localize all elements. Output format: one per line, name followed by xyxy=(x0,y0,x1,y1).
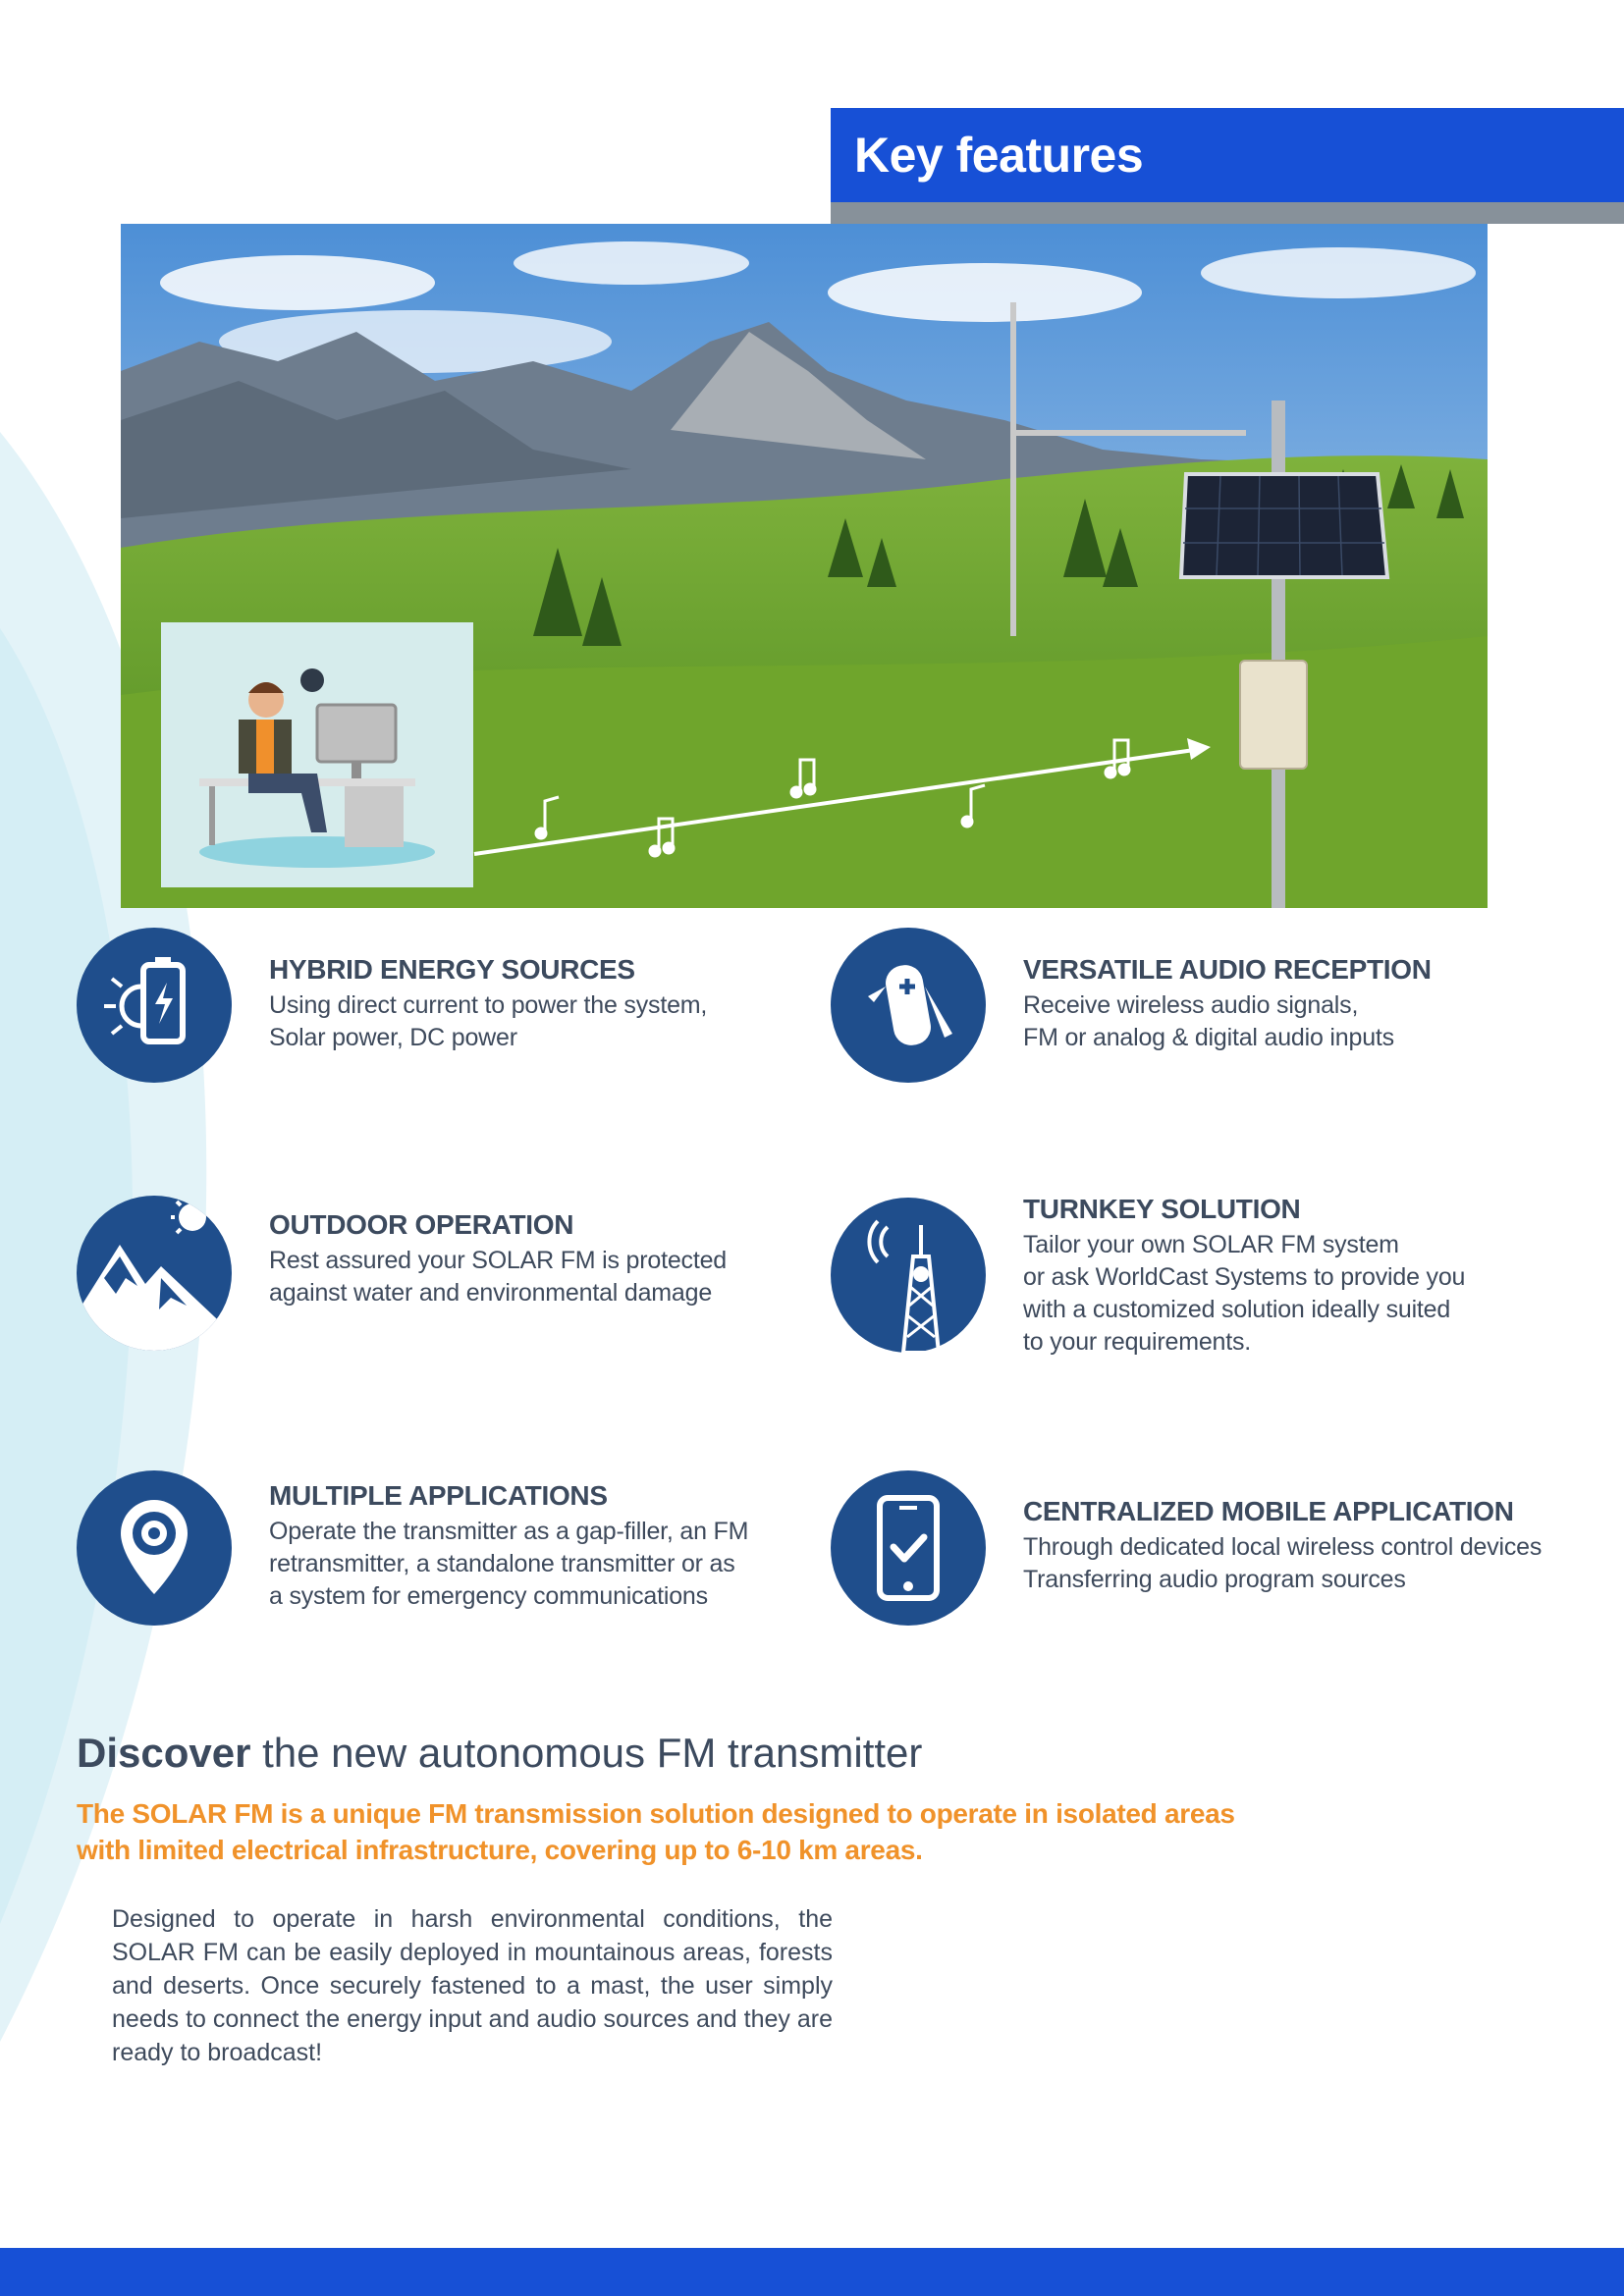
header-strip xyxy=(831,202,1624,224)
feature-line: Rest assured your SOLAR FM is protected xyxy=(269,1247,727,1274)
discover-heading-rest: the new autonomous FM transmitter xyxy=(250,1730,923,1776)
hero-image xyxy=(121,224,1488,908)
footer-bar xyxy=(0,2248,1624,2296)
feature-line: Operate the transmitter as a gap-filler, an FM xyxy=(269,1518,749,1545)
description-paragraph: Designed to operate in harsh environmental conditions, the SOLAR FM can be easily deployed in mountainous areas, forests and deserts. Once securely fastened to a mast, the user simply needs to connect the energy input and audio sources and they are ready to broadcast! xyxy=(112,1905,833,2066)
discover-heading-bold: Discover xyxy=(77,1730,251,1776)
discover-heading xyxy=(77,1730,922,1777)
feature-line: Solar power, DC power xyxy=(269,1024,517,1051)
feature-title-centralized-mobile-app: CENTRALIZED MOBILE APPLICATION xyxy=(1023,1496,1514,1526)
antenna-tower-icon xyxy=(831,1198,986,1353)
feature-line: or ask WorldCast Systems to provide you xyxy=(1023,1263,1466,1291)
feature-title-hybrid-energy: HYBRID ENERGY SOURCES xyxy=(269,954,635,985)
feature-line: Using direct current to power the system, xyxy=(269,991,708,1019)
multitool-knife-icon xyxy=(831,928,986,1083)
location-pin-icon xyxy=(77,1470,232,1626)
feature-title-multiple-applications: MULTIPLE APPLICATIONS xyxy=(269,1480,608,1511)
feature-title-turnkey-solution: TURNKEY SOLUTION xyxy=(1023,1194,1301,1224)
feature-line: FM or analog & digital audio inputs xyxy=(1023,1024,1394,1051)
feature-line: against water and environmental damage xyxy=(269,1279,713,1307)
feature-title-outdoor-operation: OUTDOOR OPERATION xyxy=(269,1209,574,1240)
feature-title-versatile-audio: VERSATILE AUDIO RECEPTION xyxy=(1023,954,1432,985)
feature-line: Through dedicated local wireless control devices xyxy=(1023,1533,1543,1561)
feature-line: with a customized solution ideally suited xyxy=(1023,1296,1451,1323)
battery-sun-icon xyxy=(77,928,232,1083)
page-title: Key features xyxy=(854,128,1144,183)
tagline-line: with limited electrical infrastructure, covering up to 6-10 km areas. xyxy=(77,1835,923,1865)
header-banner xyxy=(831,108,1624,202)
feature-line: Receive wireless audio signals, xyxy=(1023,991,1359,1019)
mountain-sun-icon xyxy=(77,1196,232,1351)
feature-line: to your requirements. xyxy=(1023,1328,1252,1356)
feature-line: Transferring audio program sources xyxy=(1023,1566,1406,1593)
feature-line: retransmitter, a standalone transmitter or as xyxy=(269,1550,735,1577)
tagline-line: The SOLAR FM is a unique FM transmission solution designed to operate in isolated areas xyxy=(77,1798,1235,1829)
feature-line: a system for emergency communications xyxy=(269,1582,708,1610)
smartphone-check-icon xyxy=(831,1470,986,1626)
feature-line: Tailor your own SOLAR FM system xyxy=(1023,1231,1399,1258)
